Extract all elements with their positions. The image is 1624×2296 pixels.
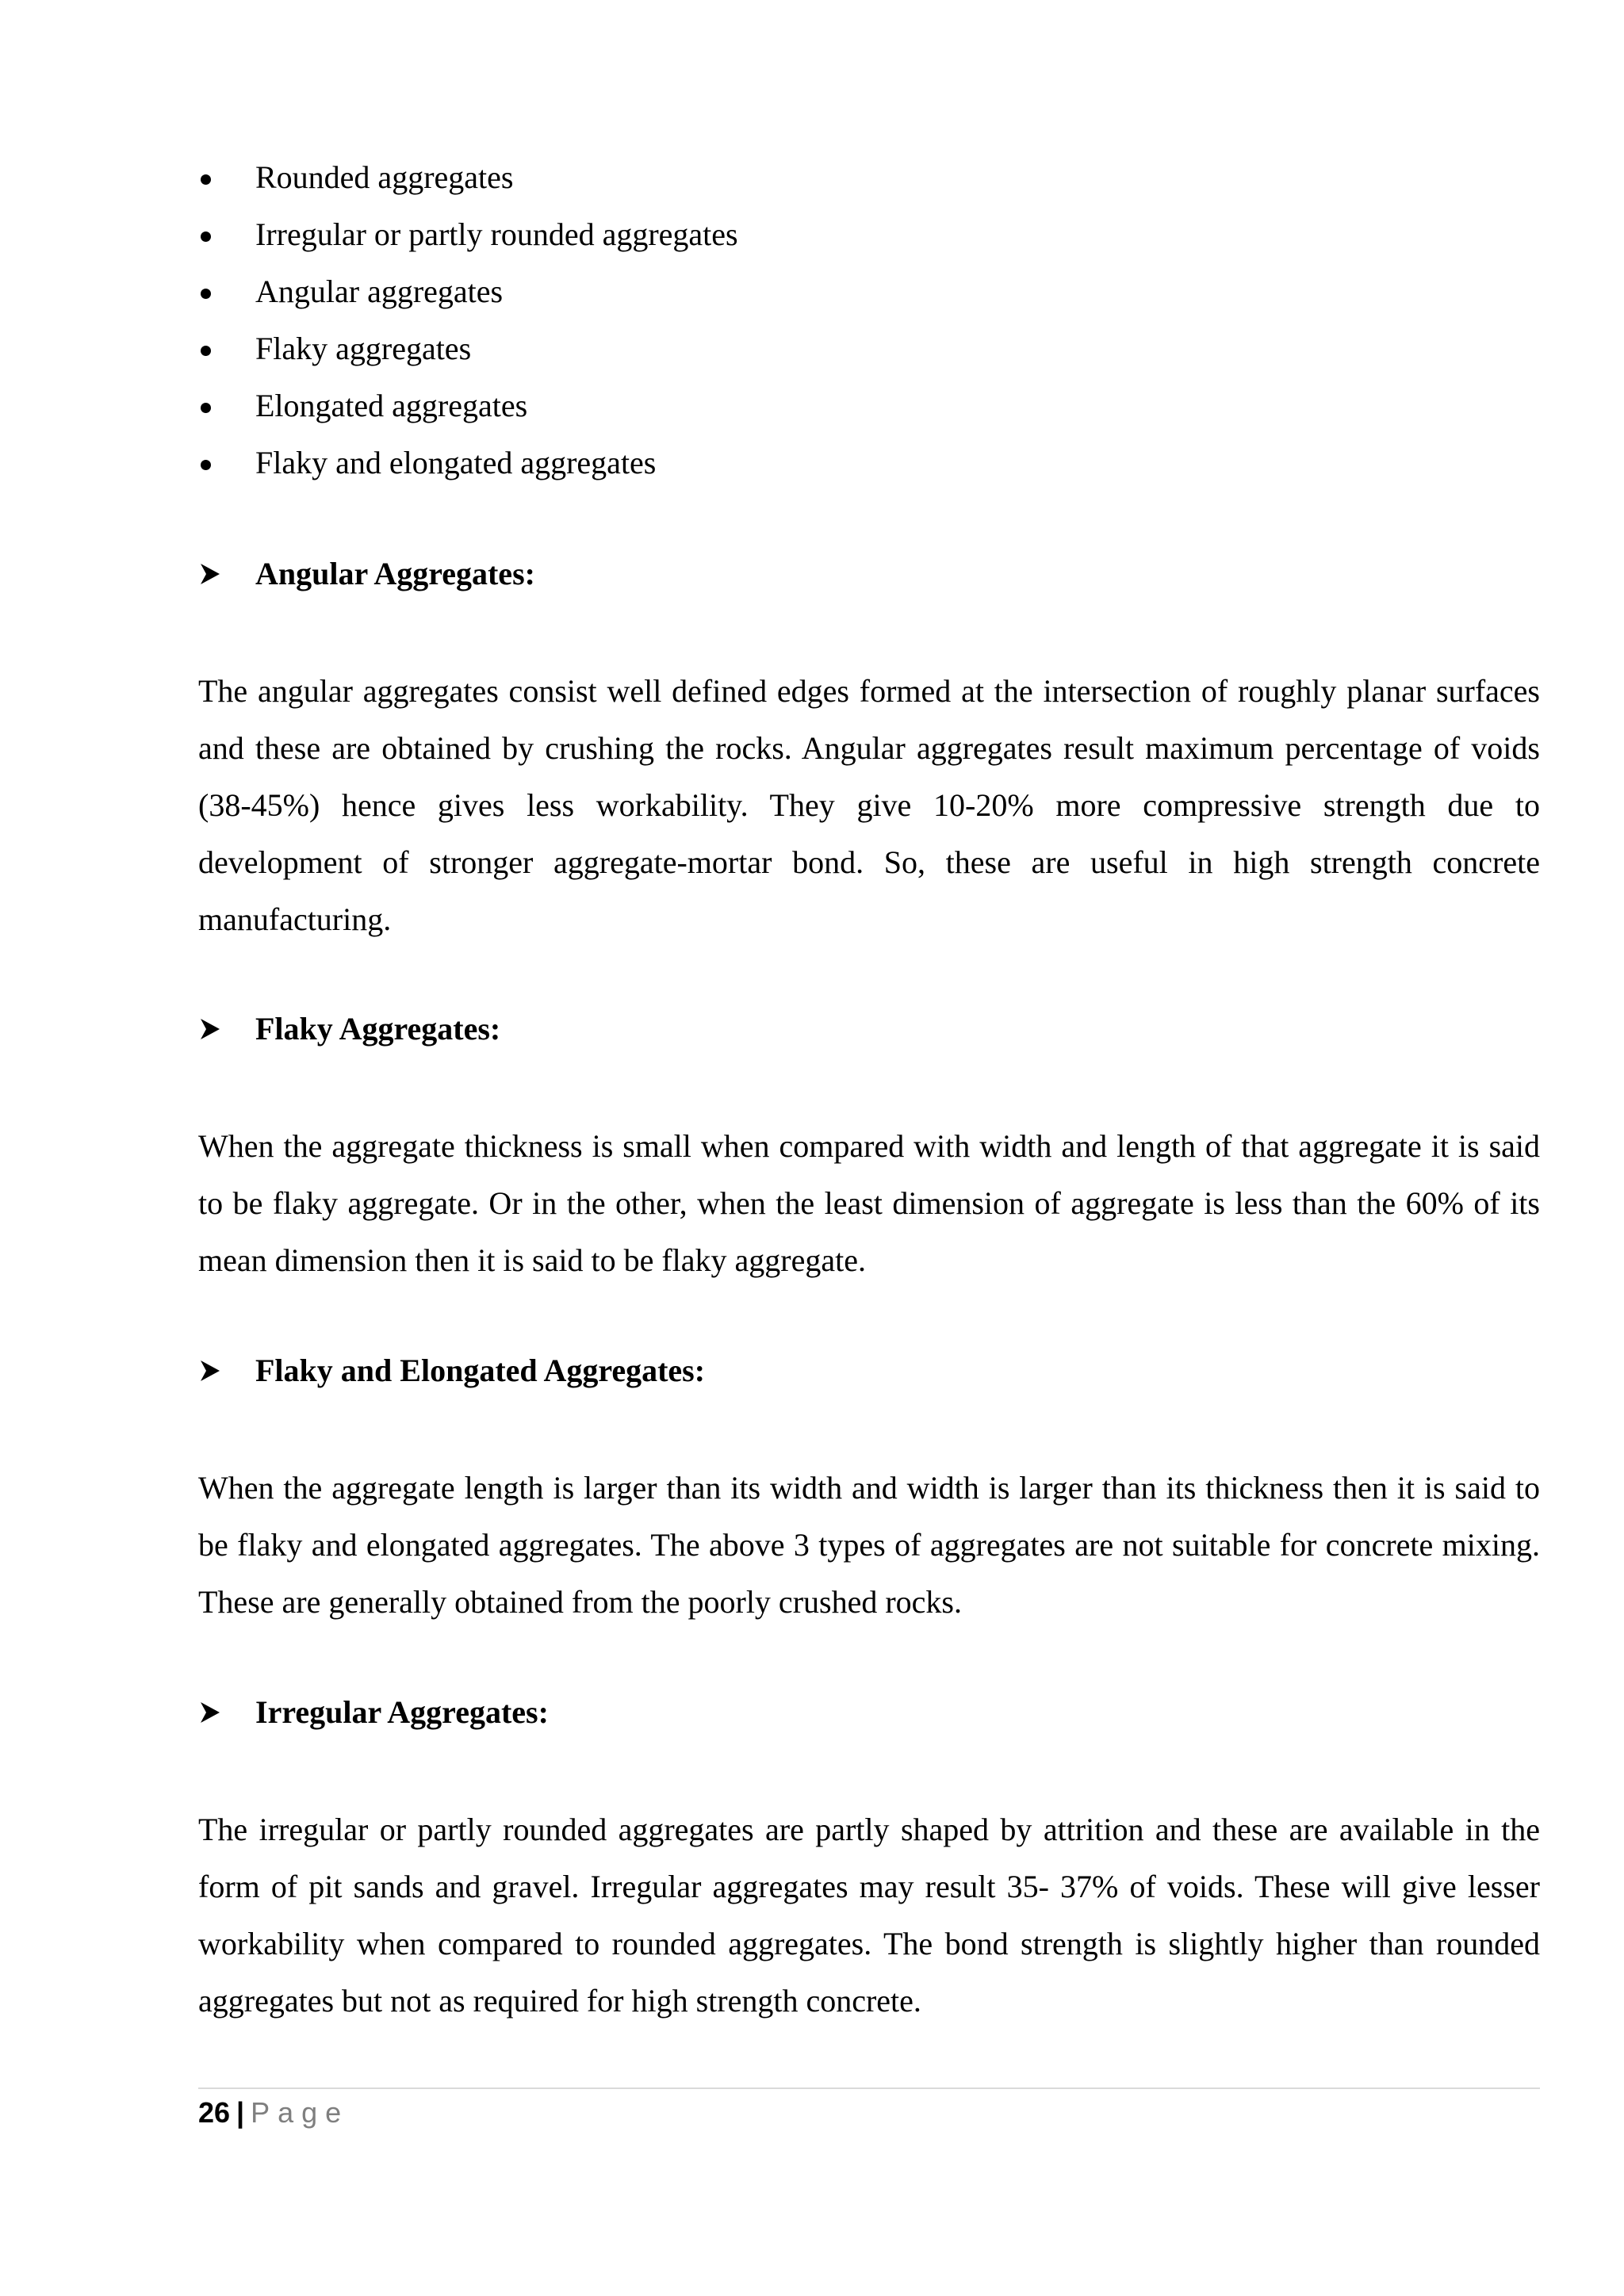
section-heading-irregular [198, 1690, 1546, 1738]
bullet-icon [201, 460, 211, 470]
section-heading-flaky [198, 1007, 1546, 1054]
arrow-bullet-icon [200, 1360, 220, 1382]
page-footer [198, 2093, 349, 2133]
list-item-text: Elongated aggregates [255, 388, 528, 423]
list-item [198, 384, 1546, 441]
list-item-text: Angular aggregates [255, 274, 504, 309]
page-label: Page [251, 2096, 350, 2129]
section-body-flaky-elongated: When the aggregate length is larger than its width and width is larger than its thickness then it is said to be flaky and elongated aggregates. The above 3 types of aggregates are not suitable for concrete mixing. These are generally obtained from the poorly crushed rocks. [198, 1470, 1540, 1620]
section-heading-text: Flaky Aggregates: [255, 1011, 501, 1047]
arrow-bullet-icon [200, 1701, 220, 1724]
bullet-icon [201, 232, 211, 242]
bullet-icon [201, 403, 211, 413]
footer-divider [198, 2087, 1540, 2089]
section-heading-angular [198, 552, 1546, 599]
arrow-bullet-icon [200, 1018, 220, 1040]
list-item-text: Rounded aggregates [255, 159, 514, 195]
bullet-icon [201, 174, 211, 185]
list-item-text: Flaky and elongated aggregates [255, 445, 657, 480]
list-item-text: Flaky aggregates [255, 331, 472, 366]
section-body-irregular: The irregular or partly rounded aggregates are partly shaped by attrition and these are available in the form of pit sands and gravel. Irregular aggregates may result 35- 37% of voids. These will give lesser workability when compared to rounded aggregates. The bond strength is slightly higher than rounded aggregates but not as required for high strength concrete. [198, 1812, 1540, 2019]
footer-separator: | [236, 2096, 245, 2129]
arrow-bullet-icon [200, 563, 220, 585]
section-heading-flaky-elongated [198, 1349, 1546, 1396]
section-heading-text: Irregular Aggregates: [255, 1694, 549, 1730]
list-item [198, 327, 1546, 384]
list-item [198, 441, 1546, 498]
bullet-icon [201, 346, 211, 356]
aggregate-types-list [198, 155, 1546, 498]
section-heading-text: Flaky and Elongated Aggregates: [255, 1353, 706, 1388]
section-heading-text: Angular Aggregates: [255, 556, 535, 591]
page-number: 26 [198, 2096, 231, 2129]
list-item [198, 212, 1546, 270]
list-item [198, 270, 1546, 327]
section-body-angular: The angular aggregates consist well defined edges formed at the intersection of roughly planar surfaces and these are obtained by crushing the rocks. Angular aggregates result maximum percentage of voids (38-45%) hence gives less workability. They give 10-20% more compressive strength due to development of stronger aggregate-mortar bond. So, these are useful in high strength concrete manufacturing. [198, 673, 1540, 937]
list-item [198, 155, 1546, 212]
bullet-icon [201, 289, 211, 299]
list-item-text: Irregular or partly rounded aggregates [255, 216, 738, 252]
section-body-flaky: When the aggregate thickness is small when compared with width and length of that aggregate it is said to be flaky aggregate. Or in the other, when the least dimension of aggregate is less than the 60% of its mean dimension then it is said to be flaky aggregate. [198, 1128, 1540, 1278]
